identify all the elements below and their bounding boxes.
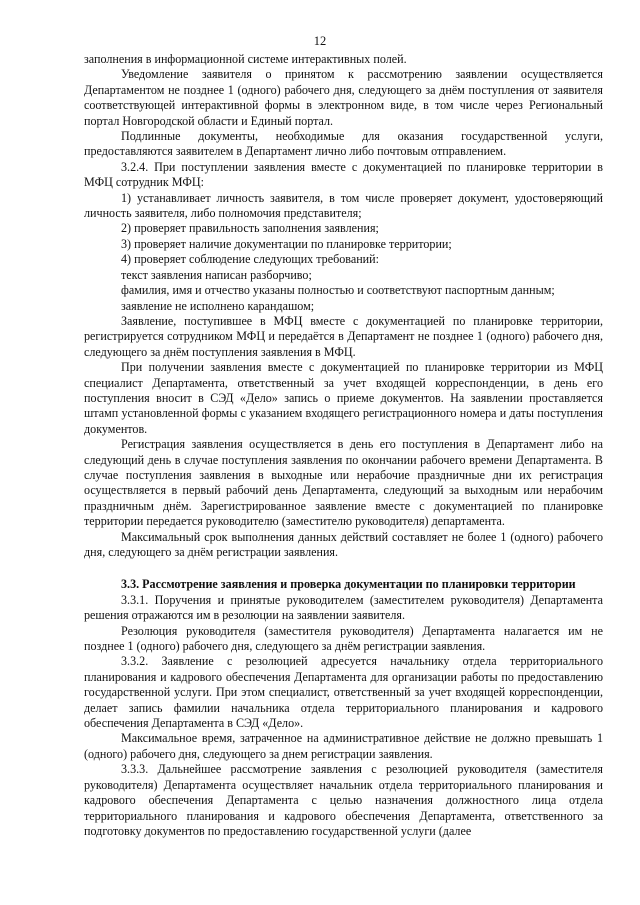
paragraph: 2) проверяет правильность заполнения заявления;: [121, 221, 379, 236]
section-heading: 3.3. Рассмотрение заявления и проверка документации по планировки территории: [121, 577, 576, 592]
paragraph-group-before-heading: [84, 52, 603, 560]
paragraph: 3) проверяет наличие документации по планировке территории;: [121, 236, 452, 251]
paragraph: Максимальное время, затраченное на административное действие не должно превышать 1 (одного) рабочего дня, следующего за днем регистрации заявления.: [84, 731, 603, 761]
paragraph: заявление не исполнено карандашом;: [121, 298, 315, 313]
page-number: 12: [313, 34, 327, 48]
paragraph: текст заявления написан разборчиво;: [121, 267, 312, 282]
paragraph: Подлинные документы, необходимые для оказания государственной услуги, предоставляются заявителем в Департамент лично либо почтовым отправлением.: [84, 129, 603, 159]
paragraph: 1) устанавливает личность заявителя, в том числе проверяет документ, удостоверяющий личность заявителя, либо полномочия представителя;: [84, 190, 603, 221]
paragraph: 3.3.1. Поручения и принятые руководителем (заместителем руководителя) Департамента решения отражаются им в резолюции на заявлении заявителя.: [84, 592, 603, 623]
paragraph-group-after-heading: [84, 593, 603, 840]
paragraph: фамилия, имя и отчество указаны полностью и соответствуют паспортным данным;: [121, 283, 555, 298]
paragraph: 3.2.4. При поступлении заявления вместе с документацией по планировке территории в МФЦ сотрудник МФЦ:: [84, 159, 603, 190]
paragraph: 3.3.3. Дальнейшее рассмотрение заявления с резолюцией руководителя (заместителя руководителя) Департамента осуществляет начальник отдела территориального планирования и кадрового обеспечения Департамента с целью назначения должностного лица отдела территориального планирования и кадрового обеспечения Департамента, ответственного за подготовку документов по предоставлению государственной услуги (далее: [84, 762, 603, 838]
paragraph: 3.3.2. Заявление с резолюцией адресуется начальнику отдела территориального планирования и кадрового обеспечения Департамента для организации работы по предоставлению государственной услуги. При этом специалист, ответственный за учет входящей корреспонденции, делает запись фамилии начальника отдела территориального планирования и кадрового обеспечения Департамента в СЭД «Дело».: [84, 654, 603, 731]
paragraph: Регистрация заявления осуществляется в день его поступления в Департамент либо на следующий день в случае поступления заявления по окончании рабочего времени Департамента. В случае поступления заявления в выходные или нерабочие праздничные дни их регистрация осуществляется в первый рабочий день Департамента, следующий за выходным или нерабочим праздничным днём. Зарегистрированное заявление вместе с документацией по планировке территории передается руководителю (заместителю руководителя) департамента.: [84, 437, 603, 529]
paragraph: 4) проверяет соблюдение следующих требований:: [121, 252, 379, 267]
paragraph: заполнения в информационной системе интерактивных полей.: [84, 52, 407, 66]
paragraph: Максимальный срок выполнения данных действий составляет не более 1 (одного) рабочего дня, следующего за днём регистрации заявления.: [84, 529, 603, 559]
paragraph: Уведомление заявителя о принятом к рассмотрению заявлении осуществляется Департаментом не позднее 1 (одного) рабочего дня, следующего за днём поступления от заявителя соответствующей интерактивной формы в электронном виде, в том числе через Региональный портал Новгородской области и Единый портал.: [84, 67, 603, 128]
paragraph: Заявление, поступившее в МФЦ вместе с документацией по планировке территории, регистрируется сотрудником МФЦ и передаётся в Департамент не позднее 1 (одного) рабочего дня, следующего за днём поступления заявления в МФЦ.: [84, 313, 603, 359]
paragraph: При получении заявления вместе с документацией по планировке территории из МФЦ специалист Департамента, ответственный за учет входящей корреспонденции, в день его поступления вносит в СЭД «Дело» запись о приеме документов. На заявлении проставляется штамп установленной формы с указанием входящего регистрационного номера и даты поступления документов.: [84, 360, 603, 436]
section-gap: [84, 560, 603, 577]
page-body: [84, 52, 603, 839]
paragraph: Резолюция руководителя (заместителя руководителя) Департамента налагается им не позднее 1 (одного) рабочего дня, следующего за днём регистрации заявления.: [84, 623, 603, 654]
